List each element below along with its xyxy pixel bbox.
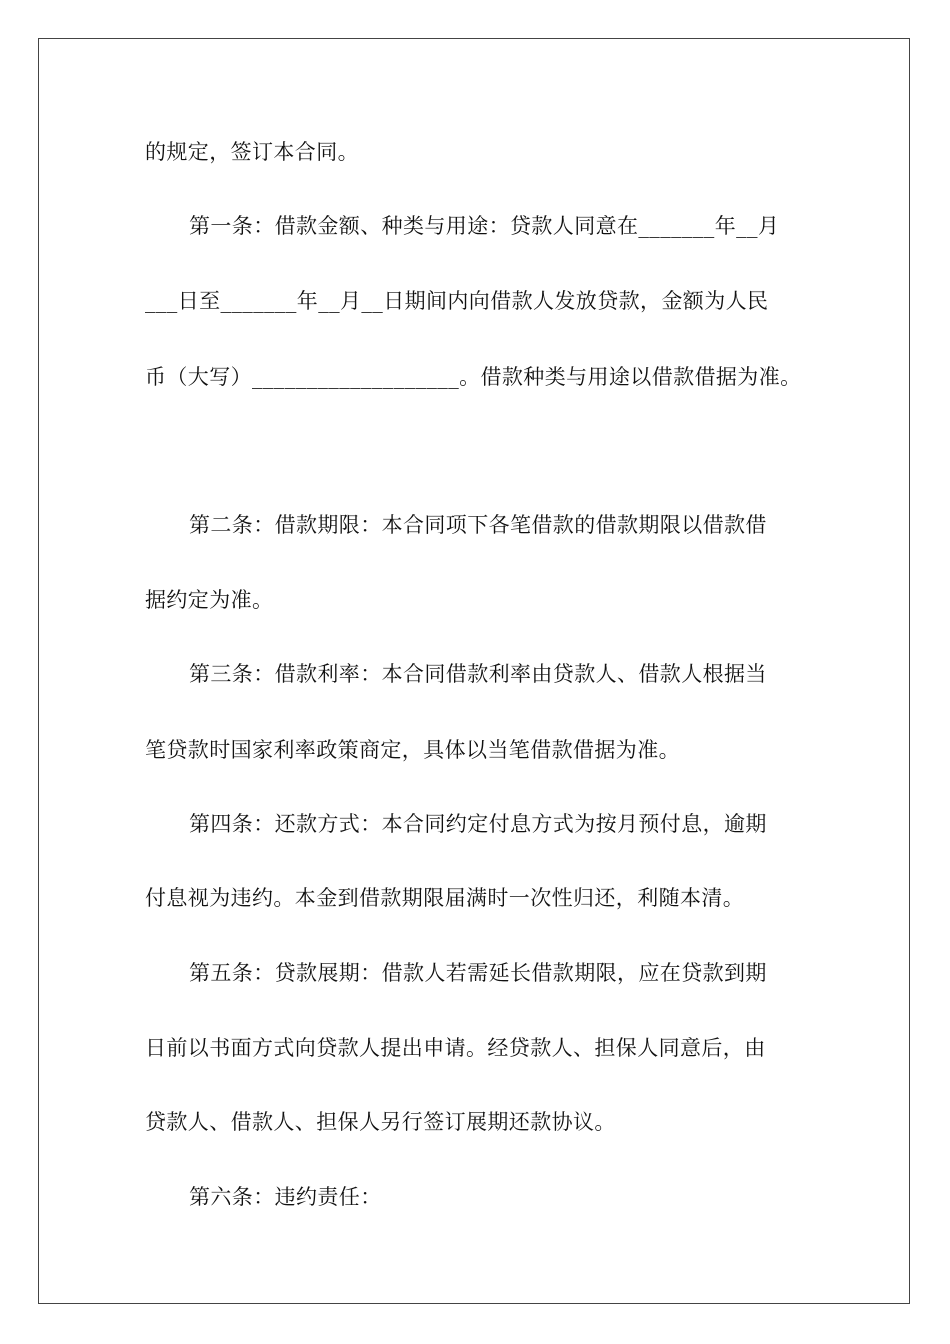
article-4-line-1: 第四条：还款方式：本合同约定付息方式为按月预付息，逾期	[189, 812, 767, 836]
article-2-line-2: 据约定为准。	[145, 588, 274, 612]
article-3-line-1: 第三条：借款利率：本合同借款利率由贷款人、借款人根据当	[189, 662, 767, 686]
article-2-line-1: 第二条：借款期限：本合同项下各笔借款的借款期限以借款借	[189, 513, 767, 537]
article-1-line-2: ___日至_______年__月__日期间内向借款人发放贷款，金额为人民	[145, 289, 769, 313]
article-4-line-2: 付息视为违约。本金到借款期限届满时一次性归还，利随本清。	[145, 886, 745, 910]
article-5-line-1: 第五条：贷款展期：借款人若需延长借款期限，应在贷款到期	[189, 961, 767, 985]
article-1-line-1: 第一条：借款金额、种类与用途：贷款人同意在_______年__月	[189, 214, 780, 238]
article-3-line-2: 笔贷款时国家利率政策商定，具体以当笔借款借据为准。	[145, 738, 680, 762]
article-1-line-3: 币（大写）___________________。借款种类与用途以借款借据为准。	[145, 365, 802, 389]
article-6-heading: 第六条：违约责任：	[189, 1185, 382, 1209]
article-5-line-3: 贷款人、借款人、担保人另行签订展期还款协议。	[145, 1110, 616, 1134]
text-line: 的规定，签订本合同。	[145, 140, 359, 164]
article-5-line-2: 日前以书面方式向贷款人提出申请。经贷款人、担保人同意后，由	[145, 1036, 766, 1060]
